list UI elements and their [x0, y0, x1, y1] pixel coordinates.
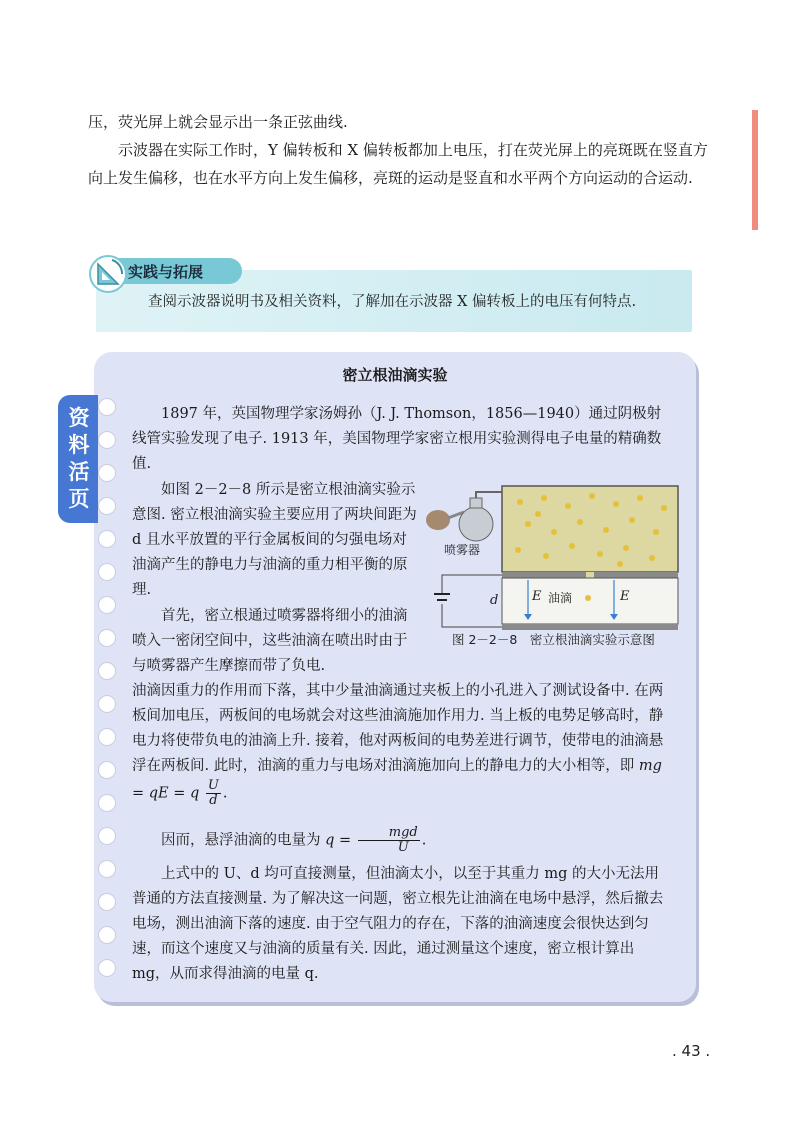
sprayer-neck	[470, 498, 482, 508]
paragraph-text: 1897 年，英国物理学家汤姆孙（J. J. Thomson，1856—1940）通过阴极射线管实验发现了电子. 1913 年，美国物理学家密立根用实验测得电子电量的精确数值.	[132, 406, 662, 472]
binder-hole	[98, 629, 116, 647]
binder-holes	[98, 398, 120, 988]
binder-hole	[98, 596, 116, 614]
binder-hole	[98, 431, 116, 449]
binder-hole	[98, 497, 116, 515]
sprayer-bulb	[426, 510, 450, 530]
paragraph-text: 如图 2－2－8 所示是密立根油滴实验示意图. 密立根油滴实验主要应用了两块间距为 d 且水平放置的平行金属板间的匀强电场对油滴产生的静电力与油滴的重力相平衡的原理.	[132, 482, 417, 598]
card-paragraph-3b: 油滴因重力的作用而下落，其中少量油滴通过夹板上的小孔进入了测试设备中. 在两板间加电压，两板间的电场就会对这些油滴施加作用力. 当上板的电势足够高时，静电力将使带负电的油滴上升. 接着，他对两板间的电势差进行调节，使带电的油滴悬浮在两板间. 此时，油滴的重力与电场对油滴施加向上的静电力的大小相等，即 mg = qE = q $\frac{U}{d}$ .	[132, 683, 664, 808]
practice-title: 实践与拓展	[128, 263, 204, 281]
sprayer-nozzle	[476, 492, 504, 498]
card-paragraph-2	[132, 478, 418, 603]
intro-paragraph: 示波器在实际工作时，Y 偏转板和 X 偏转板都加上电压，打在荧光屏上的亮斑既在竖直方向上发生偏移，也在水平方向上发生偏移，亮斑的运动是竖直和水平两个方向运动的合运动.	[88, 141, 708, 187]
suspended-droplet	[585, 595, 591, 601]
page-number: . 43 .	[672, 1042, 711, 1060]
battery-symbol	[434, 594, 450, 600]
card-paragraph-1	[132, 402, 672, 477]
intro-text	[88, 108, 708, 192]
fraction-numerator: mgd	[358, 826, 420, 841]
binder-hole	[98, 893, 116, 911]
formula-equilibrium: mg = qE = q	[132, 758, 662, 802]
plate-hole	[586, 572, 594, 578]
card-paragraph-5	[132, 862, 672, 987]
circuit-wire-top	[442, 575, 502, 594]
binder-hole	[98, 926, 116, 944]
side-tab-label	[58, 395, 98, 523]
binder-hole	[98, 761, 116, 779]
oil-label: 油滴	[548, 591, 573, 605]
d-label: d	[490, 593, 499, 608]
fraction-denominator: d	[209, 793, 218, 808]
card-paragraph-4: 因而，悬浮油滴的电量为 q = $\frac{\text{mgd}}{U}$ .	[161, 825, 427, 855]
practice-box	[88, 252, 692, 332]
binder-hole	[98, 662, 116, 680]
ruler-triangle-icon	[88, 252, 130, 294]
sprayer-label: 喷雾器	[444, 543, 481, 557]
binder-hole	[98, 728, 116, 746]
e-label-left: E	[532, 589, 542, 604]
binder-hole	[98, 794, 116, 812]
card-paragraph-3a	[132, 604, 418, 679]
binder-hole	[98, 695, 116, 713]
paragraph-text: 上式中的 U、d 均可直接测量，但油滴太小，以至于其重力 mg 的大小无法用普通的方法直接测量. 为了解决这一问题，密立根先让油滴在电场中悬浮，然后撤去电场，测出油滴下落的速度. 由于空气阻力的存在，下落的油滴速度会很快达到匀速，而这个速度又与油滴的质量有关. 因此，通过测量这个速度，密立根计算出 mg，从而求得油滴的电量 q.	[132, 866, 664, 982]
fraction-denominator: U	[397, 840, 409, 855]
practice-text: 查阅示波器说明书及相关资料，了解加在示波器 X 偏转板上的电压有何特点.	[148, 294, 637, 310]
paragraph-text: 因而，悬浮油滴的电量为	[161, 832, 321, 849]
millikan-apparatus-figure	[420, 480, 682, 650]
binder-hole	[98, 398, 116, 416]
figure-caption: 图 2－2－8 密立根油滴实验示意图	[452, 632, 655, 647]
binder-hole	[98, 827, 116, 845]
margin-color-bar	[752, 110, 758, 230]
side-tab-text: 资料活页	[68, 406, 90, 511]
fraction-numerator: U	[207, 778, 219, 793]
fraction-mgd-over-u	[358, 826, 420, 855]
binder-hole	[98, 860, 116, 878]
binder-hole	[98, 530, 116, 548]
binder-hole	[98, 563, 116, 581]
e-label-right: E	[620, 589, 630, 604]
intro-line: 压，荧光屏上就会显示出一条正弦曲线.	[88, 113, 348, 131]
formula-charge: q =	[325, 832, 352, 849]
paragraph-text: 油滴因重力的作用而下落，其中少量油滴通过夹板上的小孔进入了测试设备中. 在两板间加电压，两板间的电场就会对这些油滴施加作用力. 当上板的电势足够高时，静电力将使带负电的油滴上升. 接着，他对两板间的电势差进行调节，使带电的油滴悬浮在两板间. 此时，油滴的重力与电场对油滴施加向上的静电力的大小相等，即	[132, 683, 664, 774]
binder-hole	[98, 464, 116, 482]
binder-hole	[98, 959, 116, 977]
paragraph-text: 首先，密立根通过喷雾器将细小的油滴喷入一密闭空间中，这些油滴在喷出时由于与喷雾器产生摩擦而带了负电.	[132, 608, 408, 674]
sprayer-flask	[459, 507, 493, 541]
card-title: 密立根油滴实验	[342, 366, 448, 384]
fraction-u-over-d	[206, 779, 221, 808]
